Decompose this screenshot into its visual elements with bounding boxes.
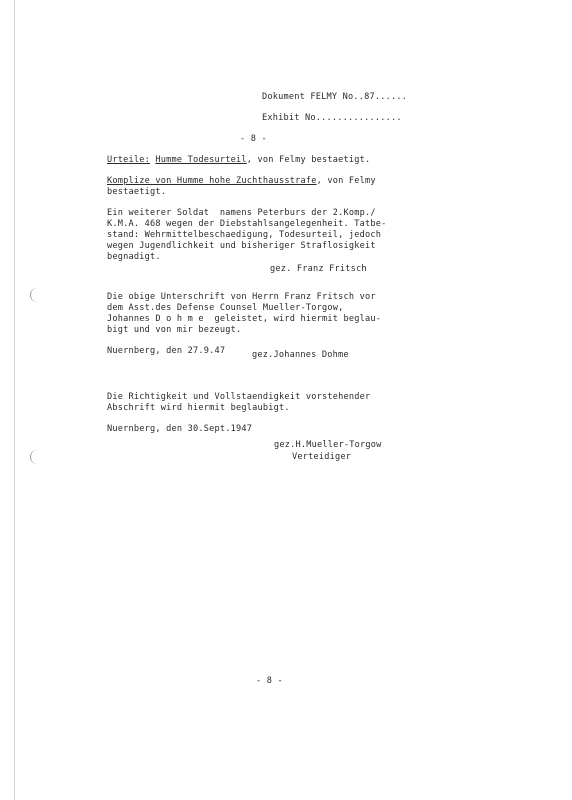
page-edge-line	[14, 0, 15, 800]
accomplice-underlined: Komplize von Humme hohe Zuchthausstrafe	[107, 176, 317, 186]
accomplice-line-1	[107, 176, 376, 187]
certification-line: bigt und von mir bezeugt.	[107, 325, 242, 335]
accomplice-rest: , von Felmy	[316, 176, 376, 186]
accuracy-line: Die Richtigkeit und Vollstaendigkeit vorstehender	[107, 392, 371, 402]
signature-role: Verteidiger	[292, 452, 352, 462]
verdict-underlined: Humme Todesurteil	[155, 155, 247, 165]
page-number-bottom: - 8 -	[256, 676, 283, 686]
accomplice-line-2: bestaetigt.	[107, 187, 167, 197]
paragraph-line: stand: Wehrmittelbeschaedigung, Todesurteil, jedoch	[107, 230, 382, 240]
punch-hole-mark	[30, 450, 41, 464]
place-date-1: Nuernberg, den 27.9.47	[107, 346, 226, 356]
certification-line: dem Asst.des Defense Counsel Mueller-Torgow,	[107, 303, 344, 313]
accuracy-line: Abschrift wird hiermit beglaubigt.	[107, 403, 290, 413]
document-number: Dokument FELMY No..87......	[262, 92, 408, 102]
paragraph-line: K.M.A. 468 wegen der Diebstahlsangelegenheit. Tatbe-	[107, 219, 387, 229]
signature-mueller-torgow: gez.H.Mueller-Torgow	[274, 440, 382, 450]
paragraph-line: Ein weiterer Soldat namens Peterburs der 2.Komp./	[107, 208, 376, 218]
exhibit-number: Exhibit No................	[262, 113, 402, 123]
page-number-top: - 8 -	[240, 134, 267, 144]
signature-fritsch: gez. Franz Fritsch	[270, 264, 367, 274]
signature-dohme: gez.Johannes Dohme	[252, 350, 349, 360]
paragraph-line: begnadigt.	[107, 252, 161, 262]
verdict-line	[107, 155, 370, 166]
certification-line: Johannes D o h m e geleistet, wird hiermit beglau-	[107, 314, 382, 324]
certification-line: Die obige Unterschrift von Herrn Franz Fritsch vor	[107, 292, 376, 302]
punch-hole-mark	[30, 288, 41, 302]
place-date-2: Nuernberg, den 30.Sept.1947	[107, 424, 253, 434]
verdict-label: Urteile:	[107, 155, 150, 165]
paragraph-line: wegen Jugendlichkeit und bisheriger Straflosigkeit	[107, 241, 376, 251]
verdict-rest: , von Felmy bestaetigt.	[246, 155, 371, 165]
